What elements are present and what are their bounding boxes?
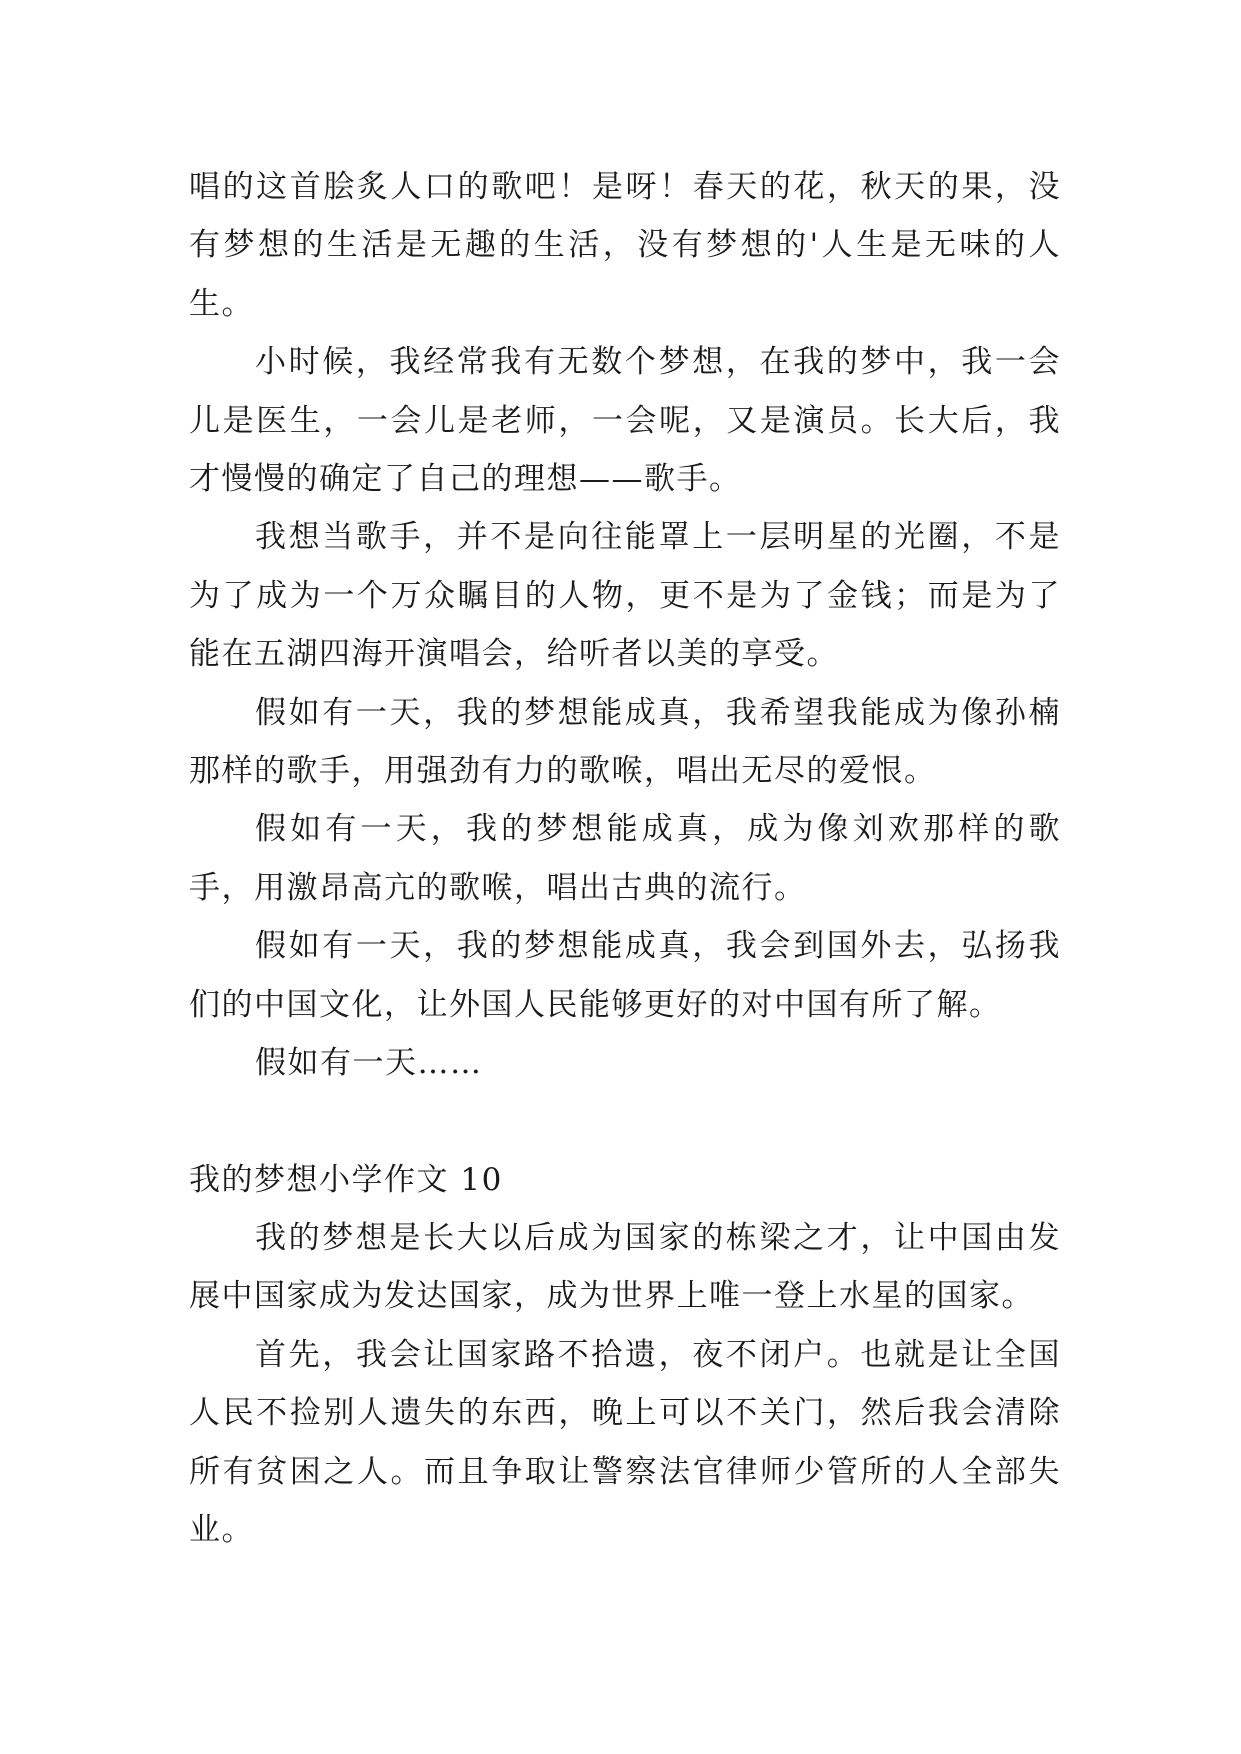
paragraph: 我想当歌手，并不是向往能罩上一层明星的光圈，不是为了成为一个万众瞩目的人物，更不是为了金钱；而是为了能在五湖四海开演唱会，给听者以美的享受。: [189, 519, 1061, 673]
essay-section-1: [189, 158, 1061, 1093]
paragraph: 小时候，我经常我有无数个梦想，在我的梦中，我一会儿是医生，一会儿是老师，一会呢，又是演员。长大后，我才慢慢的确定了自己的理想——歌手。: [189, 344, 1061, 498]
paragraph: 唱的这首脍炙人口的歌吧！是呀！春天的花，秋天的果，没有梦想的生活是无趣的生活，没有梦想的'人生是无味的人生。: [189, 169, 1061, 322]
paragraph: 假如有一天，我的梦想能成真，我会到国外去，弘扬我们的中国文化，让外国人民能够更好的对中国有所了解。: [189, 928, 1061, 1023]
paragraph: 首先，我会让国家路不拾遗，夜不闭户。也就是让全国人民不捡别人遗失的东西，晚上可以不关门，然后我会清除所有贫困之人。而且争取让警察法官律师少管所的人全部失业。: [189, 1336, 1061, 1548]
document-page: [189, 158, 1061, 1559]
essay-section-2: [189, 1151, 1061, 1560]
paragraph: 我的梦想是长大以后成为国家的栋梁之才，让中国由发展中国家成为发达国家，成为世界上唯一登上水星的国家。: [189, 1219, 1061, 1315]
paragraph: 假如有一天，我的梦想能成真，我希望我能成为像孙楠那样的歌手，用强劲有力的歌喉，唱出无尽的爱恨。: [189, 694, 1061, 790]
essay-title: 我的梦想小学作文 10: [189, 1161, 503, 1198]
paragraph: 假如有一天……: [255, 1045, 483, 1082]
paragraph: 假如有一天，我的梦想能成真，成为像刘欢那样的歌手，用激昂高亢的歌喉，唱出古典的流行。: [189, 811, 1061, 906]
